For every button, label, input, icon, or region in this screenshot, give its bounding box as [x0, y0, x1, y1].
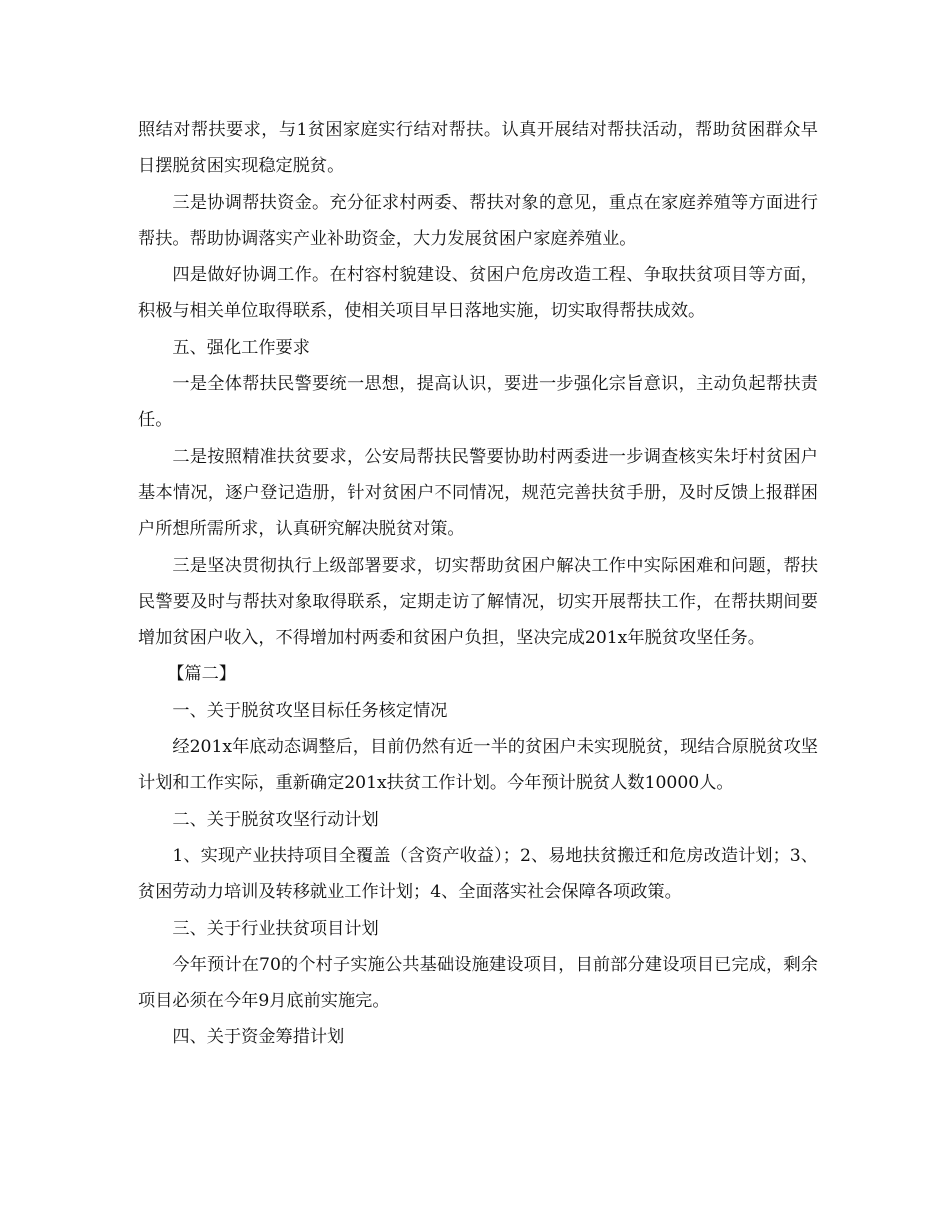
paragraph-targets: 经201x年底动态调整后，目前仍然有近一半的贫困户未实现脱贫，现结合原脱贫攻坚计划和工作实际，重新确定201x扶贫工作计划。今年预计脱贫人数10000人。 — [138, 737, 818, 794]
section-heading-requirements: 五、强化工作要求 — [172, 337, 310, 358]
paragraph-requirement-1: 一是全体帮扶民警要统一思想，提高认识，要进一步强化宗旨意识，主动负起帮扶责任。 — [138, 374, 818, 431]
part-two-heading: 【篇二】 — [167, 664, 236, 685]
section-heading-funding-plan: 四、关于资金筹措计划 — [172, 1027, 345, 1048]
section-heading-industry-projects: 三、关于行业扶贫项目计划 — [172, 918, 379, 939]
paragraph-industry-projects: 今年预计在70的个村子实施公共基础设施建设项目，目前部分建设项目已完成，剩余项目必须在今年9月底前实施完。 — [138, 954, 818, 1012]
section-heading-action-plan: 二、关于脱贫攻坚行动计划 — [172, 809, 379, 830]
paragraph-coordination: 四是做好协调工作。在村容村貌建设、贫困户危房改造工程、争取扶贫项目等方面，积极与相关单位取得联系，使相关项目早日落地实施，切实取得帮扶成效。 — [138, 265, 818, 322]
section-heading-targets: 一、关于脱贫攻坚目标任务核定情况 — [172, 700, 448, 721]
document-body — [138, 112, 818, 1056]
paragraph-requirement-3: 三是坚决贯彻执行上级部署要求，切实帮助贫困户解决工作中实际困难和问题，帮扶民警要及时与帮扶对象取得联系，定期走访了解情况，切实开展帮扶工作，在帮扶期间要增加贫困户收入，不得增加村两委和贫困户负担，坚决完成201x年脱贫攻坚任务。 — [138, 555, 818, 649]
paragraph-continuation: 照结对帮扶要求，与1贫困家庭实行结对帮扶。认真开展结对帮扶活动，帮助贫困群众早日摆脱贫困实现稳定脱贫。 — [138, 120, 818, 177]
paragraph-action-plan: 1、实现产业扶持项目全覆盖（含资产收益）；2、易地扶贫搬迁和危房改造计划；3、贫困劳动力培训及转移就业工作计划；4、全面落实社会保障各项政策。 — [138, 845, 818, 903]
paragraph-funding: 三是协调帮扶资金。充分征求村两委、帮扶对象的意见，重点在家庭养殖等方面进行帮扶。帮助协调落实产业补助资金，大力发展贫困户家庭养殖业。 — [138, 192, 818, 249]
paragraph-requirement-2: 二是按照精准扶贫要求，公安局帮扶民警要协助村两委进一步调查核实朱圩村贫困户基本情况，逐户登记造册，针对贫困户不同情况，规范完善扶贫手册，及时反馈上报群困户所想所需所求，认真研究解决脱贫对策。 — [138, 446, 818, 540]
